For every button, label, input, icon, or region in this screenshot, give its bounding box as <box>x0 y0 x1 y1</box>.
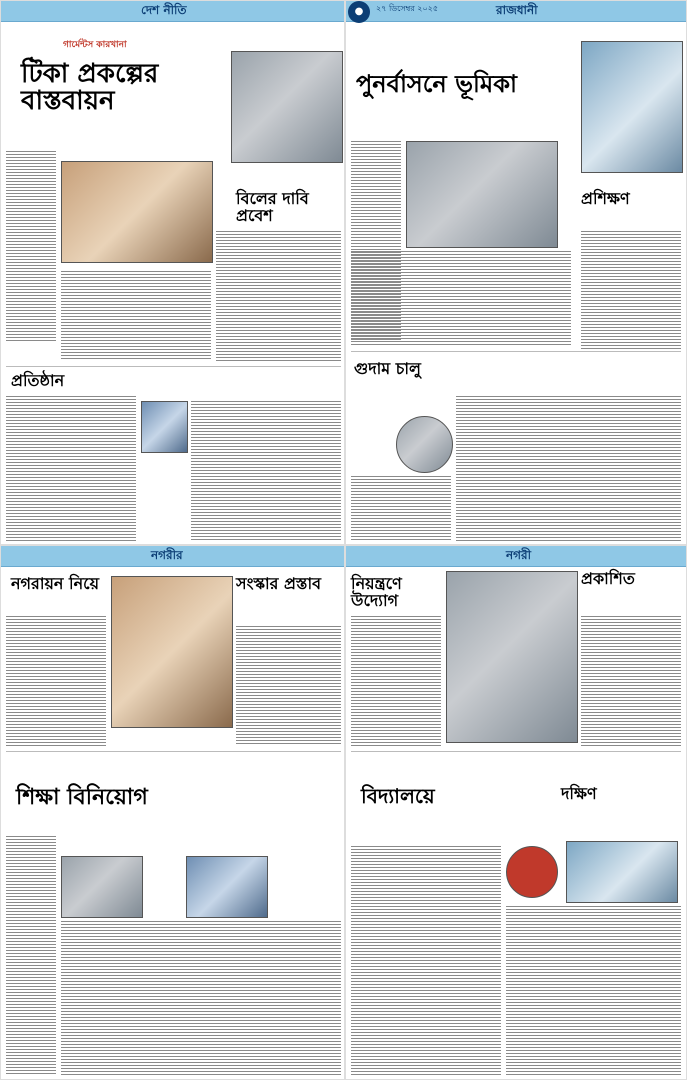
lead-headline: নগরায়ন নিয়ে <box>11 574 100 593</box>
story-photo <box>186 856 268 918</box>
page-bottom-right <box>345 545 687 1080</box>
body-text <box>216 231 341 361</box>
section-band <box>1 546 344 567</box>
body-text <box>236 626 341 746</box>
body-text <box>351 846 501 1076</box>
second-headline: গুদাম চালু <box>354 359 421 378</box>
warehouse-photo <box>406 141 558 248</box>
factory-photo <box>61 161 213 263</box>
lead-headline: পুনর্বাসনে ভূমিকা <box>356 69 517 98</box>
side-headline: প্রশিক্ষণ <box>581 189 630 208</box>
portrait-photo <box>141 401 188 453</box>
divider <box>6 366 341 367</box>
section-title: নগরীর <box>151 548 183 562</box>
side-headline: প্রকাশিত <box>581 569 635 588</box>
section-band <box>346 546 686 567</box>
date-line: ২৭ ডিসেম্বর ২০২৫ <box>376 4 439 13</box>
lead-photo <box>111 576 233 728</box>
page-top-left <box>0 0 345 545</box>
body-text <box>6 616 106 746</box>
second-headline: বিদ্যালয়ে <box>361 784 435 808</box>
body-text <box>61 921 341 1076</box>
third-headline: দক্ষিণ <box>561 784 597 803</box>
story-photo <box>566 841 678 903</box>
page-top-right <box>345 0 687 545</box>
body-text <box>351 251 571 346</box>
body-text <box>191 401 341 541</box>
lead-photo <box>446 571 578 743</box>
divider <box>351 351 681 352</box>
divider <box>351 751 681 752</box>
side-headline: সংস্কার প্রস্তাব <box>236 574 321 593</box>
body-text <box>6 396 136 541</box>
kicker: গার্মেন্টস কারখানা <box>63 40 127 50</box>
section-title: দেশ নীতি <box>141 3 187 17</box>
second-headline: প্রতিষ্ঠান <box>11 371 65 390</box>
body-text <box>581 616 681 746</box>
lead-photo <box>231 51 343 163</box>
body-text <box>351 616 441 746</box>
divider <box>6 751 341 752</box>
section-band <box>1 1 344 22</box>
section-title: নগরী <box>506 548 532 562</box>
body-text <box>6 151 56 341</box>
body-text <box>456 396 681 541</box>
section-title: রাজধানী <box>496 3 538 17</box>
people-photo <box>581 41 683 173</box>
page-bottom-left <box>0 545 345 1080</box>
body-text <box>61 271 211 361</box>
body-text <box>351 476 451 541</box>
newspaper-logo-icon: ● <box>348 1 370 23</box>
lead-headline: নিয়ন্ত্রণে উদ্যোগ <box>351 574 402 610</box>
round-badge-photo <box>506 846 558 898</box>
side-headline: বিলের দাবি প্রবেশ <box>236 189 309 225</box>
lead-headline: টিকা প্রকল্পের বাস্তবায়ন <box>21 59 159 117</box>
section-band <box>346 1 686 22</box>
body-text <box>506 906 681 1076</box>
story-photo <box>61 856 143 918</box>
round-photo <box>396 416 453 473</box>
second-headline: শিক্ষা বিনিয়োগ <box>16 784 148 810</box>
body-text <box>6 836 56 1076</box>
body-text <box>581 231 681 351</box>
